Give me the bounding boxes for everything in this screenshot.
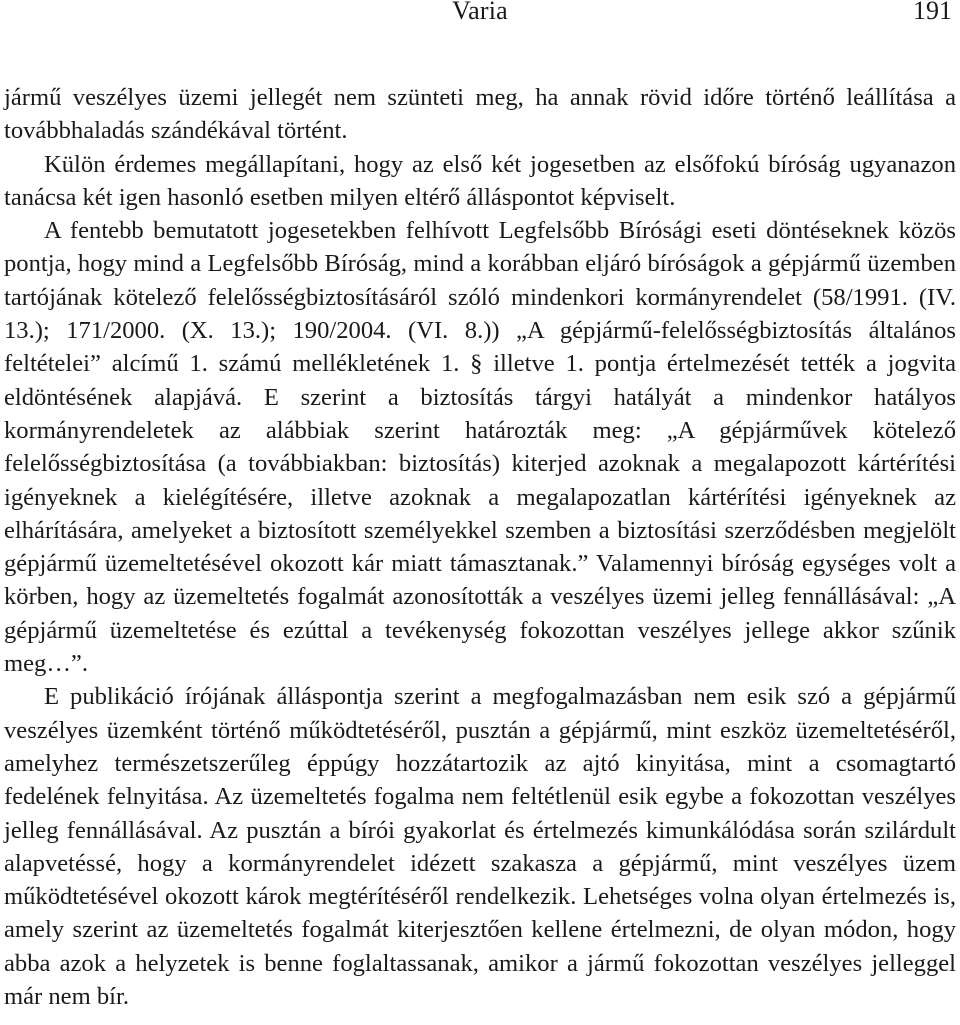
body-text [4, 81, 956, 1013]
paragraph: A fentebb bemutatott jogesetekben felhívott Legfelsőbb Bírósági eseti döntéseknek közös pontja, hogy mind a Legfelsőbb Bíróság, mind a korábban eljáró bíróságok a gépjármű üzemben tartójának kötelező felelősségbiztosításáról szóló mindenkori kormányrendelet (58/1991. (IV. 13.); 171/2000. (X. 13.); 190/2004. (VI. 8.)) „A gépjármű-felelősségbiztosítás általános feltételei” alcímű 1. számú mellékletének 1. § illetve 1. pontja értelmezését tették a jogvita eldöntésének alapjává. E szerint a biztosítás tárgyi hatályát a mindenkor hatályos kormányrendeletek az alábbiak szerint határozták meg: „A gépjárművek kötelező felelősségbiztosítása (a továbbiakban: biztosítás) kiterjed azoknak a megalapozott kártérítési igényeknek a kielégítésére, illetve azoknak a megalapozatlan kártérítési igényeknek az elhárítására, amelyeket a biztosított személyekkel szemben a biztosítási szerződésben megjelölt gépjármű üzemeltetésével okozott kár miatt támasztanak.” Valamennyi bíróság egységes volt a körben, hogy az üzemeltetés fogalmát azonosították a veszélyes üzemi jelleg fennállásával: „A gépjármű üzemeltetése és ezúttal a tevékenység fokozottan veszélyes jellege akkor szűnik meg…”. [4, 217, 956, 678]
paragraph: E publikáció írójának álláspontja szerint a megfogalmazásban nem esik szó a gépjármű veszélyes üzemként történő működtetéséről, pusztán a gépjármű, mint eszköz üzemeltetéséről, amelyhez természetszerűleg éppúgy hozzátartozik az ajtó kinyitása, mint a csomagtartó fedelének felnyitása. Az üzemeltetés fogalma nem feltétlenül esik egybe a fokozottan veszélyes jelleg fennállásával. Az pusztán a bírói gyakorlat és értelmezés kimunkálódása során szilárdult alapvetéssé, hogy a kormányrendelet idézett szakasza a gépjármű, mint veszélyes üzem működtetésével okozott károk megtérítéséről rendelkezik. Lehetséges volna olyan értelmezés is, amely szerint az üzemeltetés fogalmát kiterjesztően kellene értelmezni, de olyan módon, hogy abba azok a helyzetek is benne foglaltassanak, amikor a jármű fokozottan veszélyes jelleggel már nem bír. [4, 683, 956, 1011]
section-title: Varia [452, 0, 508, 25]
running-header [0, 0, 960, 32]
paragraph: Külön érdemes megállapítani, hogy az első két jogesetben az elsőfokú bíróság ugyanazon tanácsa két igen hasonló esetben milyen eltérő álláspontot képviselt. [4, 150, 956, 211]
paragraph-continuation: jármű veszélyes üzemi jellegét nem szünteti meg, ha annak rövid időre történő leállítása a továbbhaladás szándékával történt. [4, 84, 956, 145]
page-number: 191 [913, 0, 952, 25]
